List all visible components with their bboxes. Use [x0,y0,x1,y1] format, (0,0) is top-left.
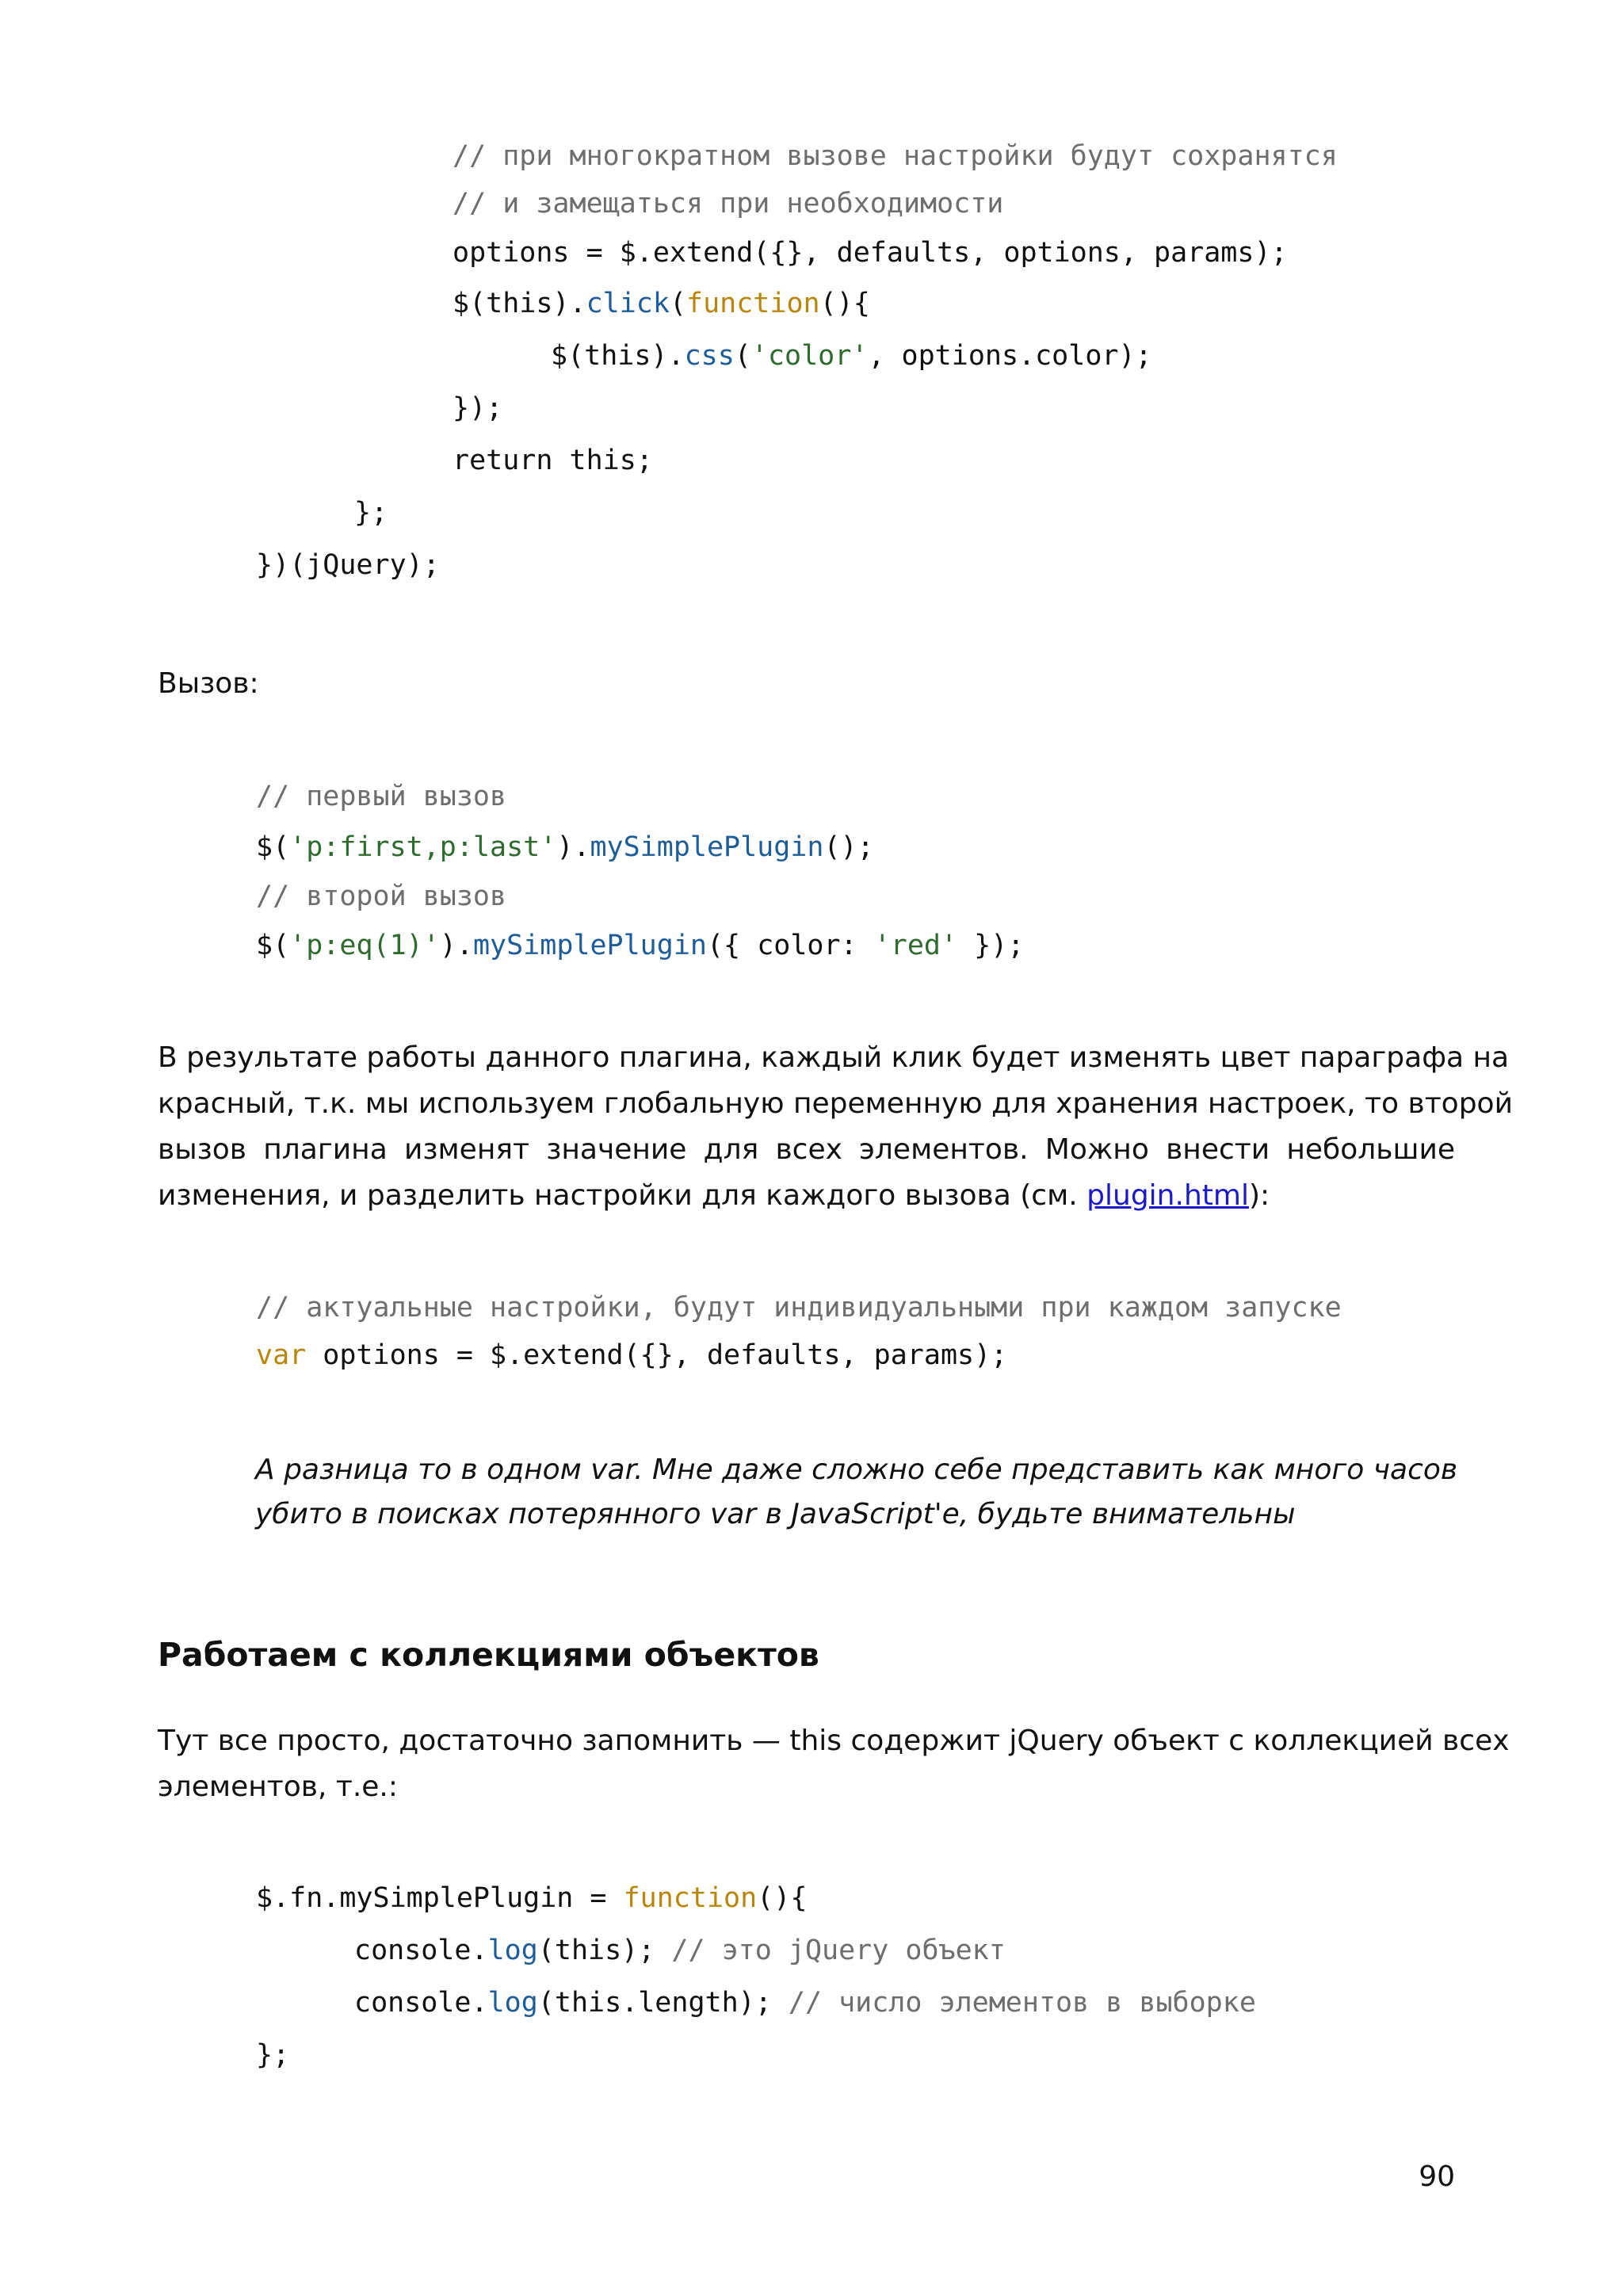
code-text: $( [256,930,290,961]
code-string: 'red' [873,930,958,961]
code-text: ). [556,831,590,863]
page-number: 90 [1419,2160,1455,2193]
paragraph-text: ): [1248,1179,1270,1212]
plugin-html-link[interactable]: plugin.html [1086,1179,1249,1212]
code-keyword: function [623,1882,758,1914]
code-line [256,827,874,867]
code-comment: // это jQuery объект [671,1935,1006,1966]
code-text: }; [354,497,388,529]
paragraph-line: вызов плагина изменят значение для всех элементов. Можно внести небольшие [158,1133,1455,1166]
code-method: log [487,1935,538,1966]
code-text: ( [734,340,751,372]
code-string: 'p:eq(1)' [289,930,440,961]
code-method: mySimplePlugin [590,831,824,863]
code-comment: // актуальные настройки, будут индивидуальными при каждом запуске [256,1292,1342,1324]
code-string: 'color' [750,340,869,372]
code-keyword: var [256,1339,307,1371]
code-method: log [487,1987,538,2019]
code-line [453,136,1338,176]
code-line [256,1335,1007,1375]
code-line [256,877,506,916]
code-text: (); [823,831,874,863]
code-method: mySimplePlugin [472,930,707,961]
code-line [453,284,870,323]
code-text: ( [669,288,687,319]
code-line [256,1878,807,1918]
paragraph-result-description [158,1035,1513,1219]
code-string: 'p:first,p:last' [289,831,557,863]
code-text: console. [354,1935,488,1966]
code-comment: // число элементов в выборке [788,1987,1256,2019]
code-text: (this); [537,1935,672,1966]
code-text: options = $.extend({}, defaults, options, params); [453,237,1288,269]
code-line [453,388,502,428]
code-comment: // первый вызов [256,781,507,812]
paragraph-line: В результате работы данного плагина, каждый клик будет изменять цвет параграфа на [158,1041,1510,1074]
paragraph-line: Тут все просто, достаточно запомнить — this содержит jQuery объект с коллекцией всех [158,1725,1510,1757]
code-text: })(jQuery); [256,549,440,581]
code-line [453,233,1288,273]
code-text: ({ color: [706,930,874,961]
note-line: А разница то в одном var. Мне даже сложно себе представить как много часов [255,1454,1458,1486]
code-line [256,2035,289,2075]
code-text: console. [354,1987,488,2019]
code-line [453,184,1003,223]
code-text: (){ [819,288,870,319]
code-keyword: function [686,288,820,319]
code-comment: // второй вызов [256,881,507,912]
code-line [256,926,1024,965]
code-text: $(this). [453,288,586,319]
code-text: $(this). [551,340,685,372]
code-line [256,777,506,816]
paragraph-line: элементов, т.е.: [158,1771,398,1803]
paragraph-collections [158,1718,1510,1810]
code-text: $( [256,831,290,863]
code-text: }); [957,930,1025,961]
call-label: Вызов: [158,667,259,700]
code-text: options = $.extend({}, defaults, params); [306,1339,1008,1371]
paragraph-line: красный, т.к. мы используем глобальную переменную для хранения настроек, то второй [158,1087,1513,1120]
paragraph-text: изменения, и разделить настройки для каждого вызова (см. [158,1179,1087,1212]
paragraph-line [158,1173,1455,1219]
code-text: }; [256,2039,290,2071]
code-text: (){ [757,1882,808,1914]
code-method: css [684,340,735,372]
code-text: return this; [453,445,653,476]
code-line [354,493,388,533]
code-text: (this.length); [537,1987,789,2019]
code-line [256,1288,1342,1328]
code-line [453,441,653,480]
italic-note [255,1448,1458,1537]
code-line [256,545,440,585]
code-line [354,1983,1256,2023]
code-method: click [586,288,670,319]
code-text: , options.color); [868,340,1152,372]
code-line [354,1931,1006,1970]
code-text: $.fn.mySimplePlugin = [256,1882,624,1914]
code-text: ). [439,930,473,961]
note-line: убито в поисках потерянного var в JavaScript'e, будьте внимательны [255,1498,1296,1530]
section-heading: Работаем с коллекциями объектов [158,1636,819,1674]
code-comment: // и замещаться при необходимости [453,188,1004,220]
code-text: }); [453,392,503,424]
code-comment: // при многократном вызове настройки будут сохранятся [453,140,1338,172]
code-line [551,336,1152,376]
